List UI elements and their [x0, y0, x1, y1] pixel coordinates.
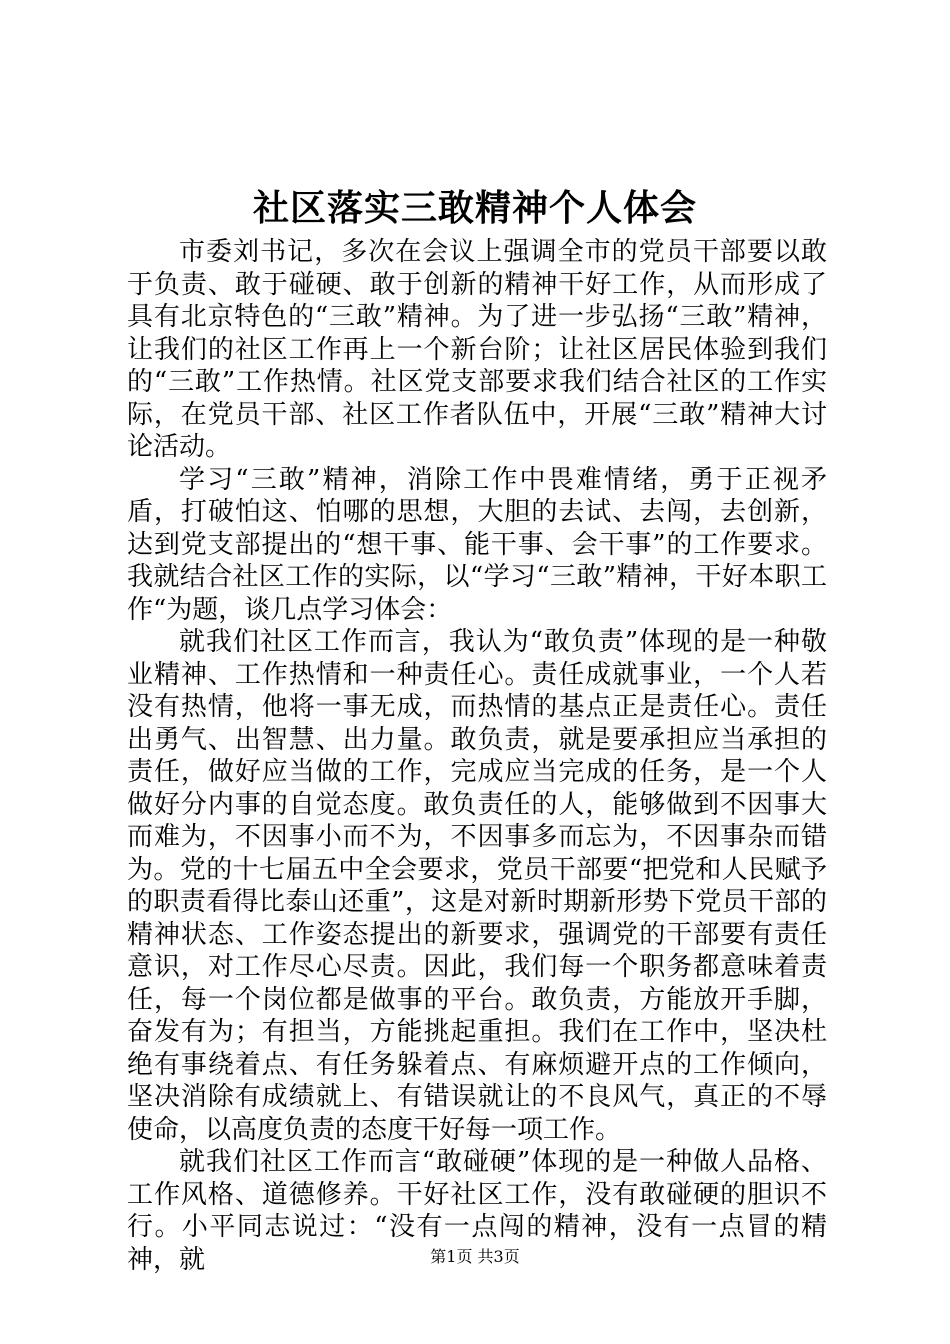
- paragraph-1: 市委刘书记，多次在会议上强调全市的党员干部要以敢于负责、敢于碰硬、敢于创新的精神干好工作，从而形成了具有北京特色的“三敢”精神。为了进一步弘扬“三敢”精神，让我们的社区工作再上一个新台阶；让社区居民体验到我们的“三敢”工作热情。社区党支部要求我们结合社区的工作实际，在党员干部、社区工作者队伍中，开展“三敢”精神大讨论活动。: [127, 237, 827, 462]
- document-body: [127, 236, 827, 1276]
- paragraph-2: 学习“三敢”精神，消除工作中畏难情绪，勇于正视矛盾，打破怕这、怕哪的思想，大胆的去试、去闯，去创新，达到党支部提出的“想干事、能干事、会干事”的工作要求。我就结合社区工作的实际，以“学习“三敢”精神，干好本职工作“为题，谈几点学习体会：: [127, 464, 827, 625]
- paragraph-4: 就我们社区工作而言“敢碰硬”体现的是一种做人品格、工作风格、道德修养。干好社区工作，没有敢碰硬的胆识不行。小平同志说过：“没有一点闯的精神，没有一点冒的精神，就: [127, 1147, 827, 1275]
- page-footer: 第1页 共3页: [430, 1247, 520, 1266]
- document-title: 社区落实三敢精神个人体会: [252, 187, 697, 229]
- paragraph-3: 就我们社区工作而言，我认为“敢负责”体现的是一种敬业精神、工作热情和一种责任心。责任成就事业，一个人若没有热情，他将一事无成，而热情的基点正是责任心。责任出勇气、出智慧、出力量。敢负责，就是要承担应当承担的责任，做好应当做的工作，完成应当完成的任务，是一个人做好分内事的自觉态度。敢负责任的人，能够做到不因事大而难为，不因事小而不为，不因事多而忘为，不因事杂而错为。党的十七届五中全会要求，党员干部要“把党和人民赋予的职责看得比泰山还重”，这是对新时期新形势下党员干部的精神状态、工作姿态提出的新要求，强调党的干部要有责任意识，对工作尽心尽责。因此，我们每一个职务都意味着责任，每一个岗位都是做事的平台。敢负责，方能放开手脚，奋发有为；有担当，方能挑起重担。我们在工作中，坚决杜绝有事绕着点、有任务躲着点、有麻烦避开点的工作倾向，坚决消除有成绩就上、有错误就让的不良风气，真正的不辱使命，以高度负责的态度干好每一项工作。: [127, 627, 827, 1145]
